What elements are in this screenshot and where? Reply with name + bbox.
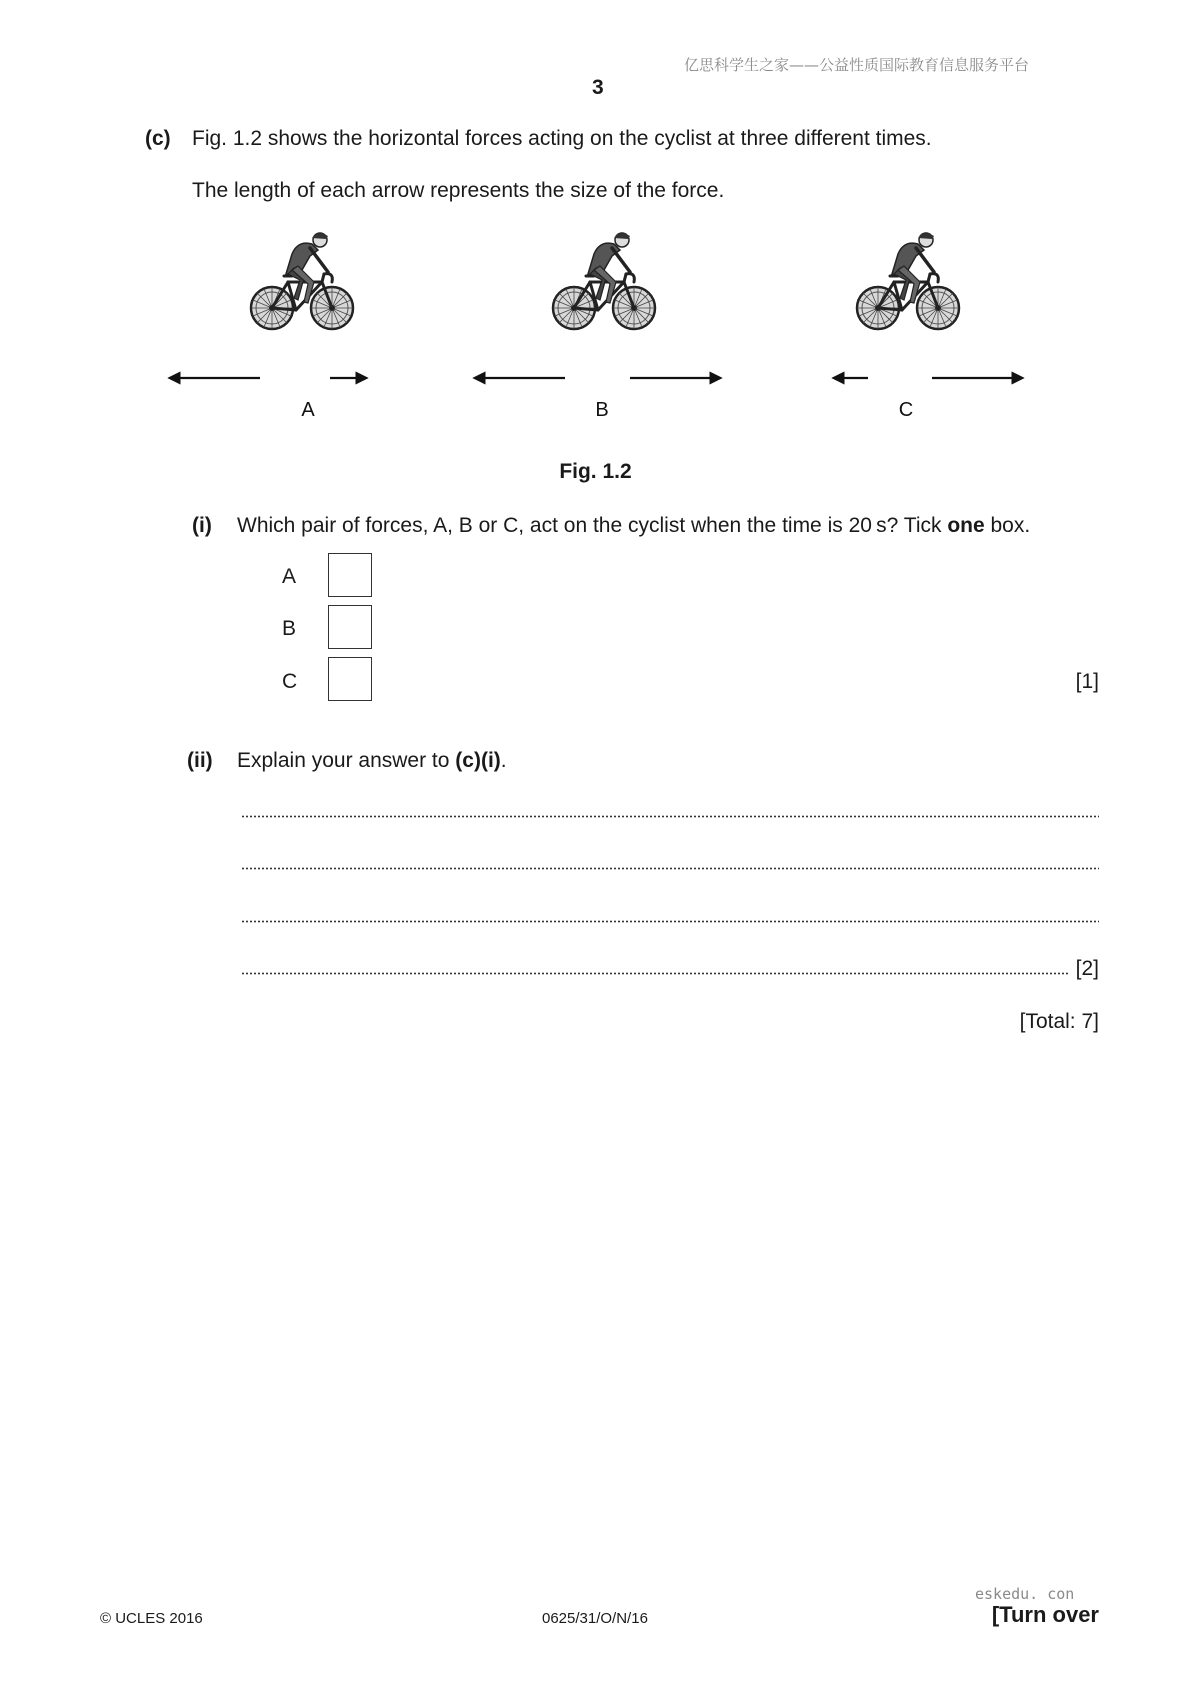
figure-1-2 xyxy=(160,225,1040,425)
figure-caption: Fig. 1.2 xyxy=(559,460,632,483)
question-i-label: (i) xyxy=(192,514,212,537)
footer-watermark: eskedu. con xyxy=(975,1585,1075,1603)
question-i-text: Which pair of forces, A, B or C, act on the cyclist when the time is 20 s? Tick one box. xyxy=(237,514,1031,537)
watermark-header: 亿思科学生之家——公益性质国际教育信息服务平台 xyxy=(684,56,1030,74)
answer-line-1[interactable] xyxy=(241,815,1099,818)
option-a-label: A xyxy=(282,565,297,588)
cyclist-a-image xyxy=(251,233,353,329)
tick-box-a[interactable] xyxy=(328,553,372,597)
cyclist-c-image xyxy=(857,233,959,329)
tick-box-b[interactable] xyxy=(328,605,372,649)
tick-box-c[interactable] xyxy=(328,657,372,701)
page-number: 3 xyxy=(592,76,604,99)
question-ii-label: (ii) xyxy=(187,749,213,772)
label-a: A xyxy=(301,399,315,421)
option-c-label: C xyxy=(282,670,298,693)
footer-paper-code: 0625/31/O/N/16 xyxy=(542,1610,648,1627)
question-ii-text: Explain your answer to (c)(i). xyxy=(237,749,507,772)
option-b-label: B xyxy=(282,617,297,640)
marks-ii: [2] xyxy=(1075,957,1099,980)
answer-line-2[interactable] xyxy=(241,867,1099,870)
total-marks: [Total: 7] xyxy=(1019,1010,1099,1033)
answer-line-3[interactable] xyxy=(241,920,1099,923)
label-b: B xyxy=(595,399,609,421)
question-c-label: (c) xyxy=(145,127,171,150)
footer-copyright: © UCLES 2016 xyxy=(100,1610,203,1627)
marks-i: [1] xyxy=(1075,670,1099,693)
question-c-text-2: The length of each arrow represents the size of the force. xyxy=(192,179,725,202)
question-c-text: Fig. 1.2 shows the horizontal forces acting on the cyclist at three different times. xyxy=(192,127,932,150)
label-c: C xyxy=(898,399,914,421)
cyclist-b-image xyxy=(553,233,655,329)
turn-over-label: [Turn over xyxy=(991,1602,1099,1627)
answer-line-4[interactable] xyxy=(241,972,1069,975)
